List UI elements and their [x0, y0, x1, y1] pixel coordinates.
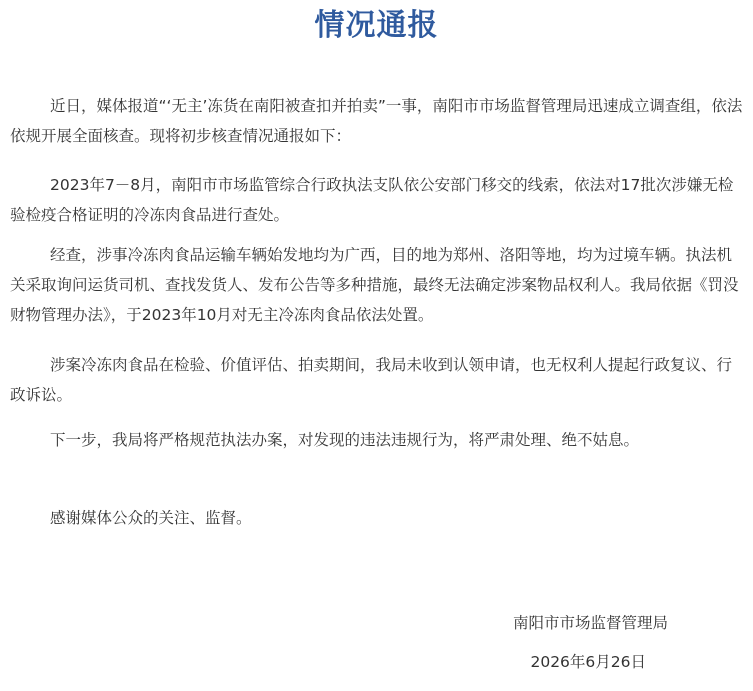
notice-title: 情况通报: [314, 8, 439, 43]
paragraph-no-claims: 涉案冷冻肉食品在检验、价值评估、拍卖期间，我局未收到认领申请，也无权利人提起行政复议、行政诉讼。: [10, 356, 733, 404]
signer-organization: 南阳市市场监督管理局: [512, 614, 668, 632]
paragraph-findings: 经查，涉事冷冻肉食品运输车辆始发地均为广西，目的地为郑州、洛阳等地，均为过境车辆。执法机关采取询问运货司机、查找发货人、发布公告等多种措施，最终无法确定涉案物品权利人。我局依据《罚没财物管理办法》，于2023年10月对无主冷冻肉食品依法处置。: [10, 246, 739, 324]
issue-date: 2026年6月26日: [530, 653, 646, 671]
paragraph-thanks: 感谢媒体公众的关注、监督。: [50, 509, 252, 527]
paragraph-investigation-period: 2023年7－8月，南阳市市场监管综合行政执法支队依公安部门移交的线索，依法对17批次涉嫌无检验检疫合格证明的冷冻肉食品进行查处。: [10, 176, 734, 224]
paragraph-intro: 近日，媒体报道“‘无主’冻货在南阳被查扣并拍卖”一事，南阳市市场监督管理局迅速成立调查组，依法依规开展全面核查。现将初步核查情况通报如下：: [10, 97, 743, 145]
paragraph-next-steps: 下一步，我局将严格规范执法办案，对发现的违法违规行为，将严肃处理、绝不姑息。: [50, 431, 640, 449]
